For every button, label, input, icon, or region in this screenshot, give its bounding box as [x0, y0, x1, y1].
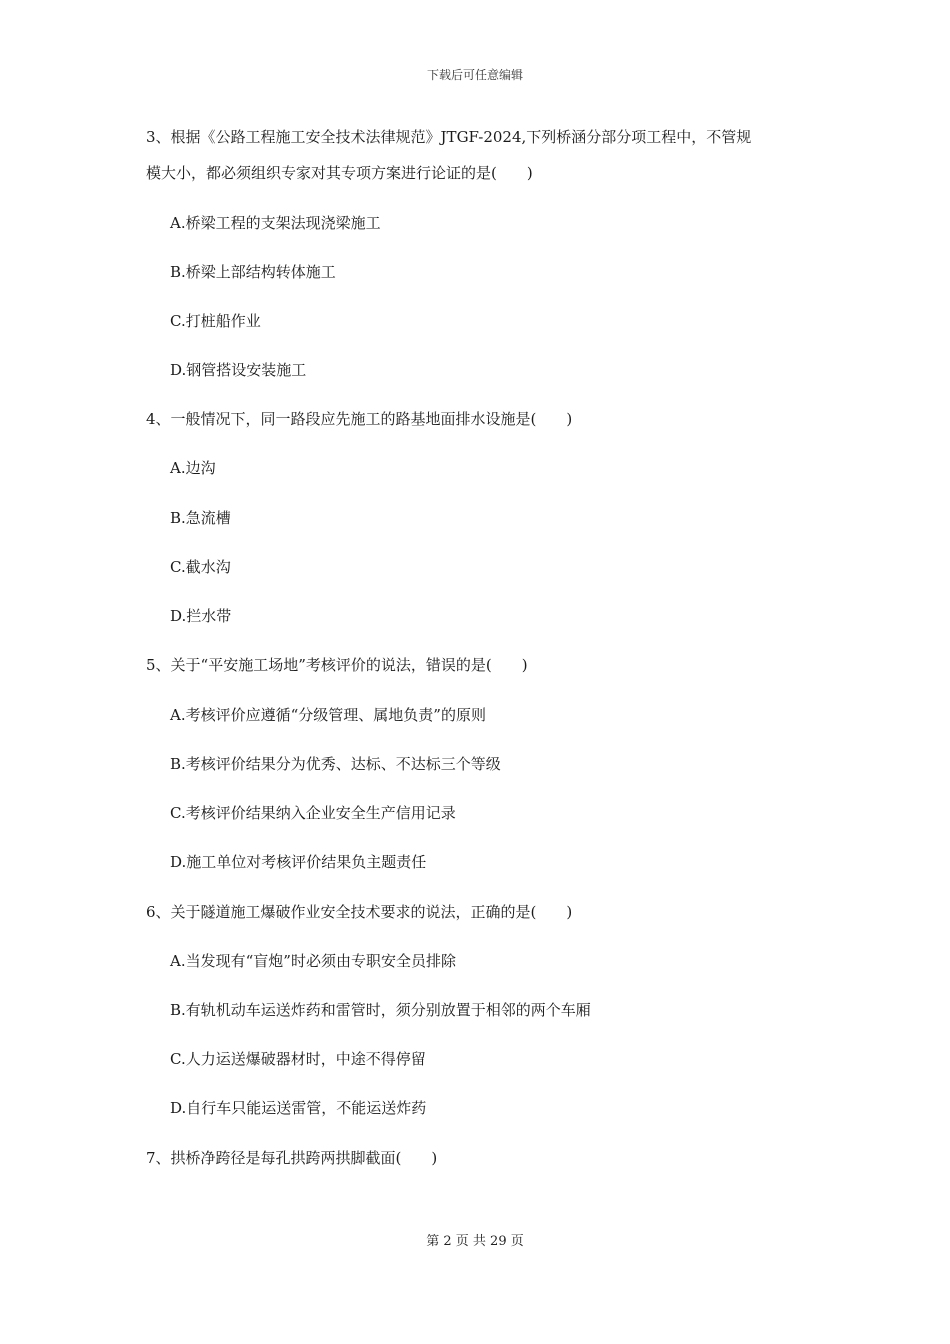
question-3-stem-line-1: 3、根据《公路工程施工安全技术法律规范》JTGF-2024,下列桥涵分部分项工程中，不管规 — [146, 128, 752, 146]
question-6-stem: 6、关于隧道施工爆破作业安全技术要求的说法，正确的是( ) — [146, 903, 573, 921]
question-6-option-b: B.有轨机动车运送炸药和雷管时，须分别放置于相邻的两个车厢 — [170, 1001, 591, 1019]
question-3-option-d: D.钢管搭设安装施工 — [170, 361, 307, 379]
page-footer: 第 2 页 共 29 页 — [426, 1234, 524, 1249]
question-5-option-d: D.施工单位对考核评价结果负主题责任 — [170, 853, 427, 871]
question-5-stem: 5、关于“平安施工场地”考核评价的说法，错误的是( ) — [146, 656, 528, 674]
page-header: 下载后可任意编辑 — [426, 68, 523, 82]
question-4-option-b: B.急流槽 — [170, 509, 231, 527]
question-4-option-d: D.拦水带 — [170, 607, 232, 625]
question-3-option-b: B.桥梁上部结构转体施工 — [170, 263, 336, 281]
question-6-option-c: C.人力运送爆破器材时，中途不得停留 — [170, 1050, 426, 1068]
question-5-option-b: B.考核评价结果分为优秀、达标、不达标三个等级 — [170, 755, 501, 773]
question-7-stem: 7、拱桥净跨径是每孔拱跨两拱脚截面( ) — [146, 1149, 438, 1167]
question-3-option-a: A.桥梁工程的支架法现浇梁施工 — [170, 214, 381, 232]
question-5-option-a: A.考核评价应遵循“分级管理、属地负责”的原则 — [170, 706, 486, 724]
question-6-option-d: D.自行车只能运送雷管，不能运送炸药 — [170, 1099, 427, 1117]
question-6-option-a: A.当发现有“盲炮”时必须由专职安全员排除 — [170, 952, 456, 970]
question-3-stem-line-2: 模大小，都必须组织专家对其专项方案进行论证的是( ) — [146, 164, 533, 182]
question-4-option-a: A.边沟 — [170, 459, 216, 477]
question-4-stem: 4、一般情况下，同一路段应先施工的路基地面排水设施是( ) — [146, 410, 573, 428]
question-3-option-c: C.打桩船作业 — [170, 312, 261, 330]
question-5-option-c: C.考核评价结果纳入企业安全生产信用记录 — [170, 804, 456, 822]
question-4-option-c: C.截水沟 — [170, 558, 231, 576]
